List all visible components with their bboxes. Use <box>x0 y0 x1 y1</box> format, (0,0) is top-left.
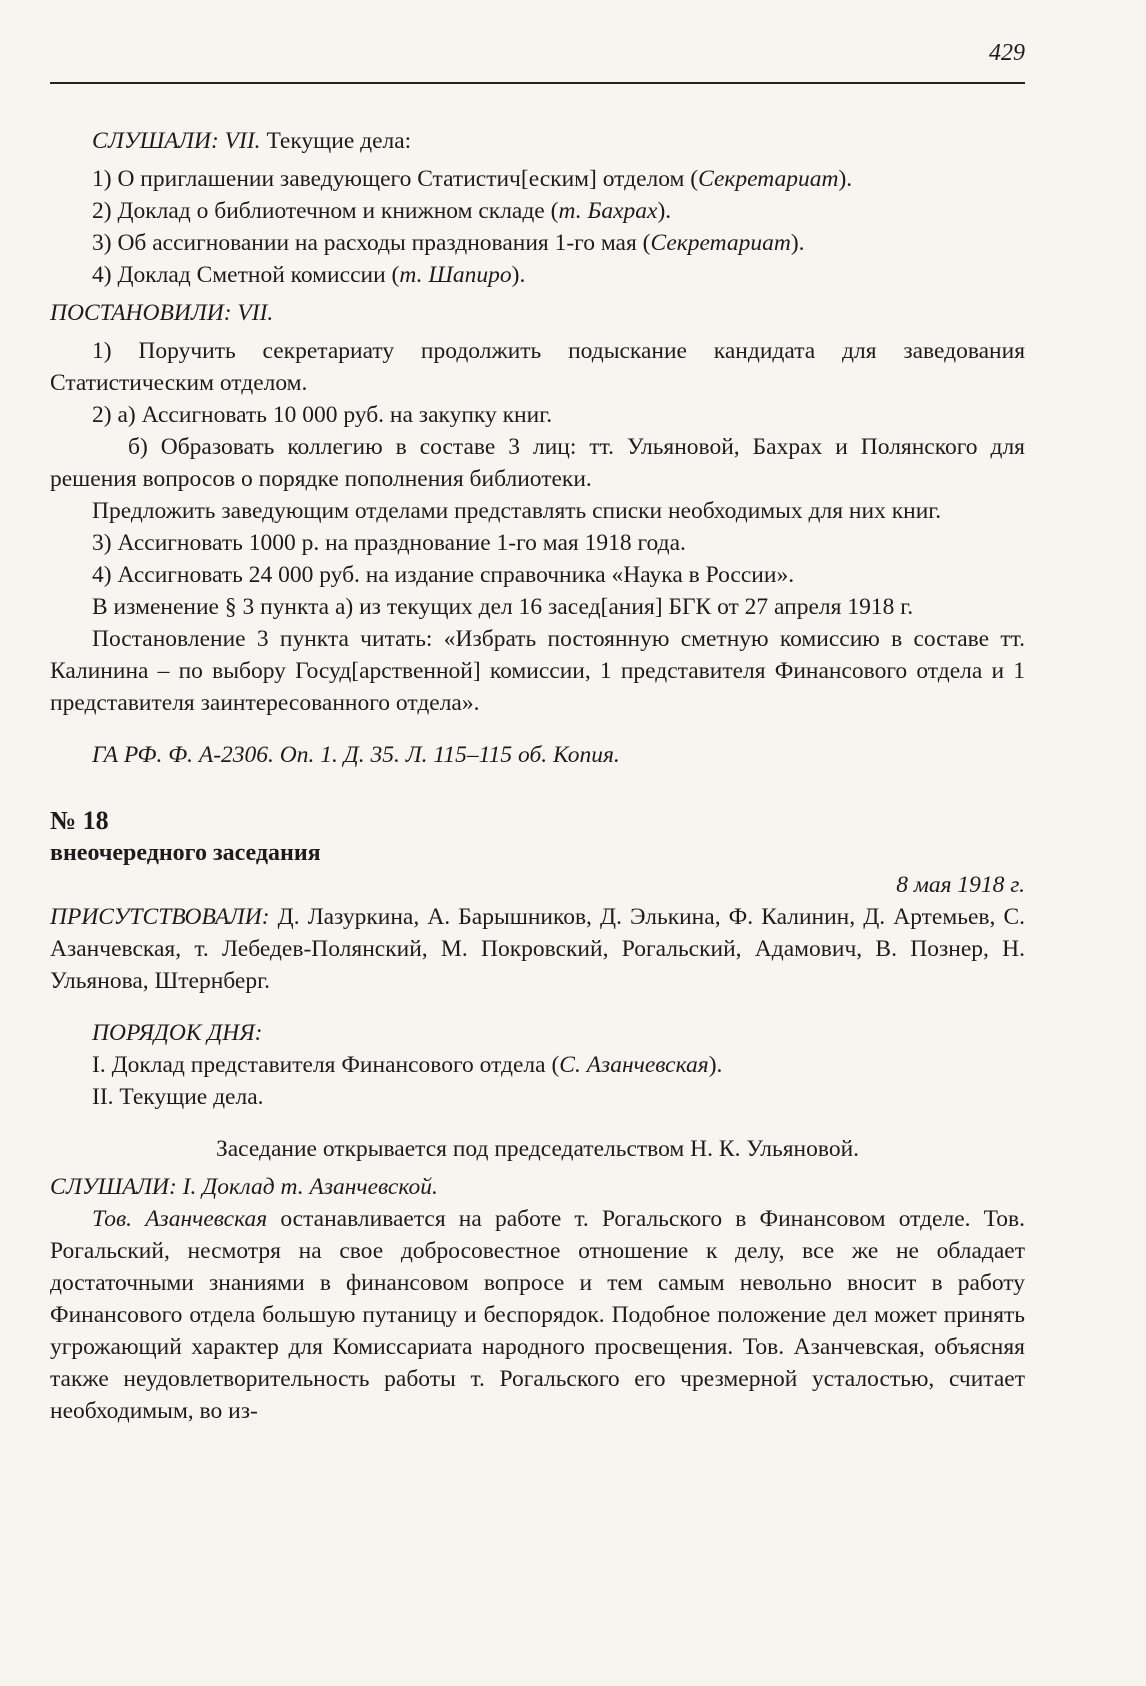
resolution-paragraph: б) Образовать коллегию в составе 3 лиц: тт. Ульяновой, Бахрах и Полянского для решения вопросов о порядке пополнения библиотеки. <box>50 434 1025 492</box>
agenda-item: II. Текущие дела. <box>92 1084 264 1110</box>
resolution-paragraph: 2) а) Ассигновать 10 000 руб. на закупку книг. <box>92 402 553 428</box>
heard-heading: СЛУШАЛИ: VII. Текущие дела: <box>92 128 412 154</box>
resolution-paragraph: 3) Ассигновать 1000 р. на празднование 1-го мая 1918 года. <box>92 530 686 556</box>
agenda-item: 1) О приглашении заведующего Статистич[еским] отделом (Секретариат). <box>92 166 853 192</box>
agenda-heading: ПОРЯДОК ДНЯ: <box>92 1020 263 1046</box>
archive-source: ГА РФ. Ф. А-2306. Оп. 1. Д. 35. Л. 115–115 об. Копия. <box>92 742 620 768</box>
document-date: 8 мая 1918 г. <box>896 872 1025 898</box>
resolved-heading: ПОСТАНОВИЛИ: VII. <box>50 300 274 326</box>
header-rule <box>50 82 1025 84</box>
agenda-item: I. Доклад представителя Финансового отдела (С. Азанчевская). <box>92 1052 723 1078</box>
resolution-paragraph: Постановление 3 пункта читать: «Избрать постоянную сметную комиссию в составе тт. Калинина – по выбору Госуд[арственной] комиссии, 1 представителя Финансового отдела и 1 представителя заинтересованного отдела». <box>50 626 1025 716</box>
attendees: ПРИСУТСТВОВАЛИ: Д. Лазуркина, А. Барышников, Д. Элькина, Ф. Калинин, Д. Артемьев, С. Азанчевская, т. Лебедев-Полянский, М. Покровский, Рогальский, Адамович, В. Познер, Н. Ульянова, Штернберг. <box>50 904 1025 994</box>
resolution-paragraph: 1) Поручить секретариату продолжить подыскание кандидата для заведования Статистическим отделом. <box>50 338 1025 396</box>
resolution-paragraph: В изменение § 3 пункта а) из текущих дел 16 засед[ания] БГК от 27 апреля 1918 г. <box>92 594 914 620</box>
agenda-item: 3) Об ассигновании на расходы празднования 1-го мая (Секретариат). <box>92 230 805 256</box>
document-number: № 18 <box>50 806 109 835</box>
document-body <box>50 125 1025 1427</box>
opening-statement: Заседание открывается под председательством Н. К. Ульяновой. <box>215 1136 860 1162</box>
resolution-paragraph: Предложить заведующим отделами представлять списки необходимых для них книг. <box>92 498 942 524</box>
agenda-item: 4) Доклад Сметной комиссии (т. Шапиро). <box>92 262 526 288</box>
document-title: внеочередного заседания <box>50 840 321 866</box>
resolution-paragraph: 4) Ассигновать 24 000 руб. на издание справочника «Наука в России». <box>92 562 795 588</box>
heard-heading-2: СЛУШАЛИ: I. Доклад т. Азанчевской. <box>50 1174 438 1200</box>
page-number: 429 <box>989 40 1025 66</box>
report-paragraph: Тов. Азанчевская останавливается на работе т. Рогальского в Финансовом отделе. Тов. Рогальский, несмотря на свое добросовестное отношение к делу, все же не обладает достаточными знаниями в финансовом вопросе и тем самым невольно вносит в работу Финансового отдела большую путаницу и беспорядок. Подобное положение дел может принять угрожающий характер для Комиссариата народного просвещения. Тов. Азанчевская, объясняя также неудовлетворительность работы т. Рогальского его чрезмерной усталостью, считает необходимым, во из- <box>50 1206 1025 1424</box>
agenda-item: 2) Доклад о библиотечном и книжном складе (т. Бахрах). <box>92 198 672 224</box>
